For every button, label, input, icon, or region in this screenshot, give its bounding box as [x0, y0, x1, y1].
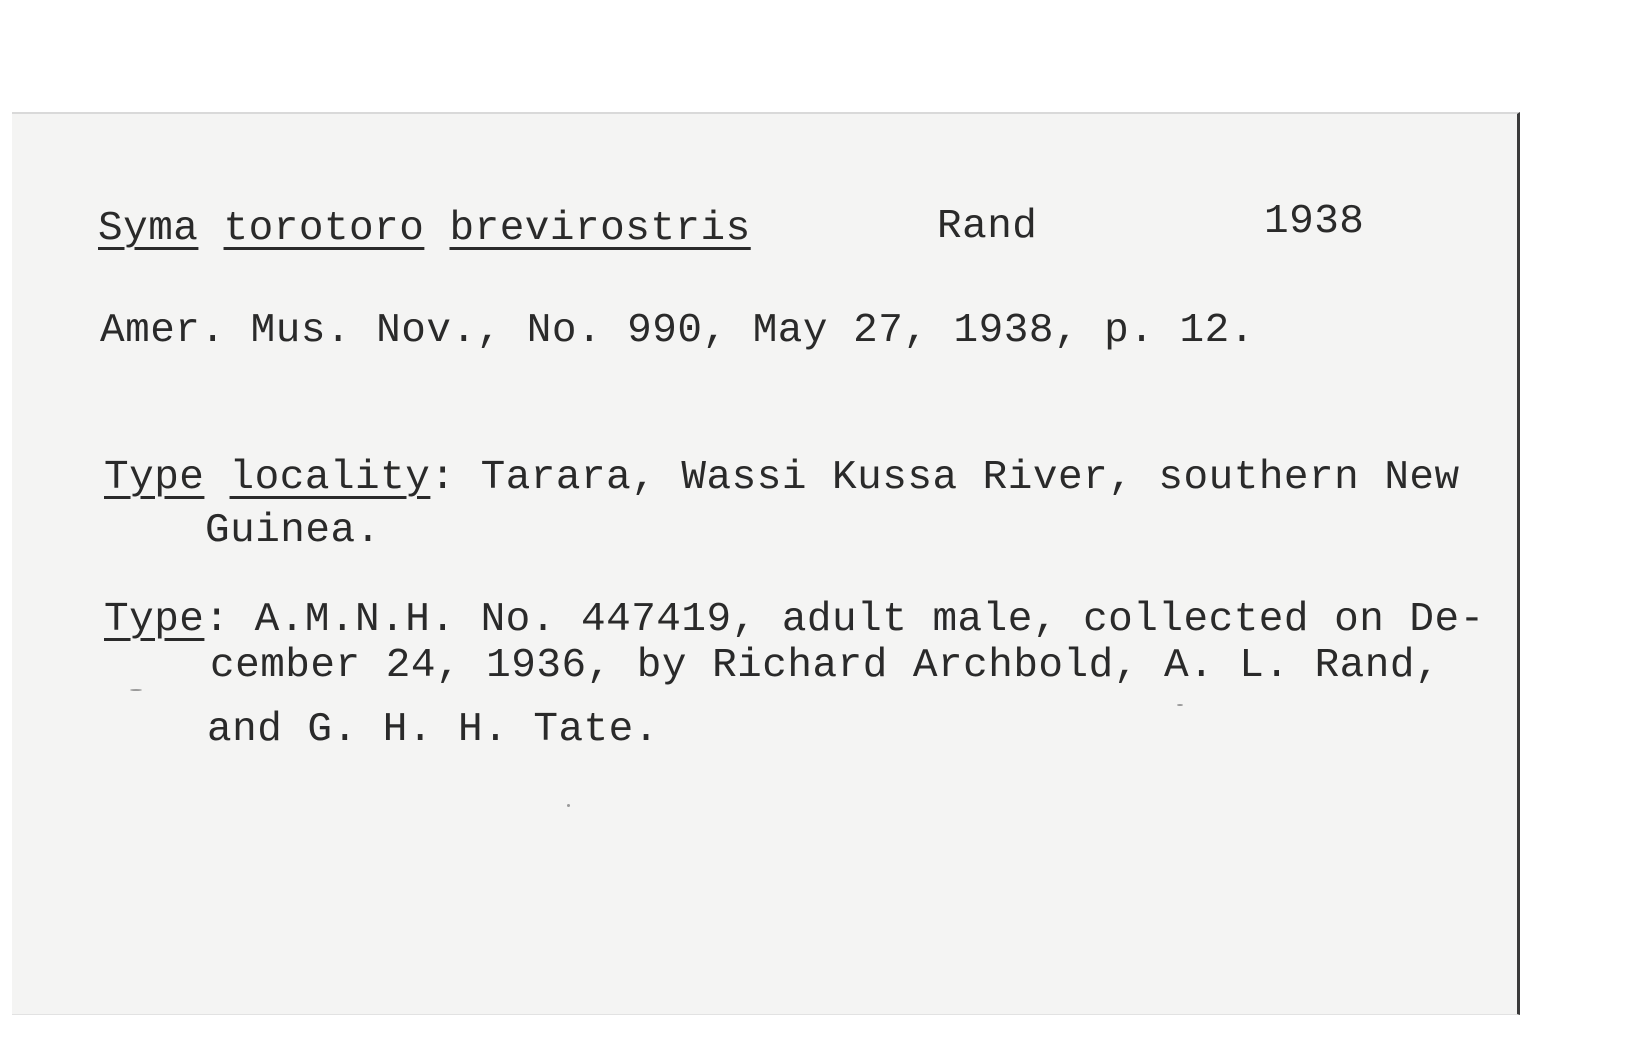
- type-locality-colon: :: [430, 455, 456, 501]
- type-locality-label-word-1: Type: [104, 455, 205, 501]
- type-locality-label-word-2: locality: [229, 455, 431, 501]
- citation: Amer. Mus. Nov., No. 990, May 27, 1938, p. 12.: [100, 308, 1255, 354]
- type-locality-text: Tarara, Wassi Kussa River, southern New: [455, 455, 1460, 501]
- type-locality-line-1: [104, 455, 1460, 501]
- genus-name: Syma: [98, 206, 199, 252]
- author-name: Rand: [937, 204, 1038, 250]
- subspecies-name: brevirostris: [449, 206, 751, 252]
- type-label: Type: [104, 597, 205, 643]
- type-colon: :: [204, 597, 230, 643]
- scan-speck: [567, 804, 570, 807]
- type-line-1: [104, 597, 1485, 643]
- type-text-1: A.M.N.H. No. 447419, adult male, collected on De-: [229, 597, 1485, 643]
- scan-speck: [130, 689, 142, 691]
- type-line-2: cember 24, 1936, by Richard Archbold, A. L. Rand,: [210, 643, 1441, 689]
- year: 1938: [1264, 199, 1365, 245]
- type-line-3: and G. H. H. Tate.: [207, 707, 659, 753]
- type-locality-line-2: Guinea.: [205, 508, 381, 554]
- species-name: torotoro: [223, 206, 425, 252]
- scan-speck: [1177, 704, 1183, 706]
- taxon-name: [98, 206, 751, 252]
- index-card: [12, 112, 1520, 1015]
